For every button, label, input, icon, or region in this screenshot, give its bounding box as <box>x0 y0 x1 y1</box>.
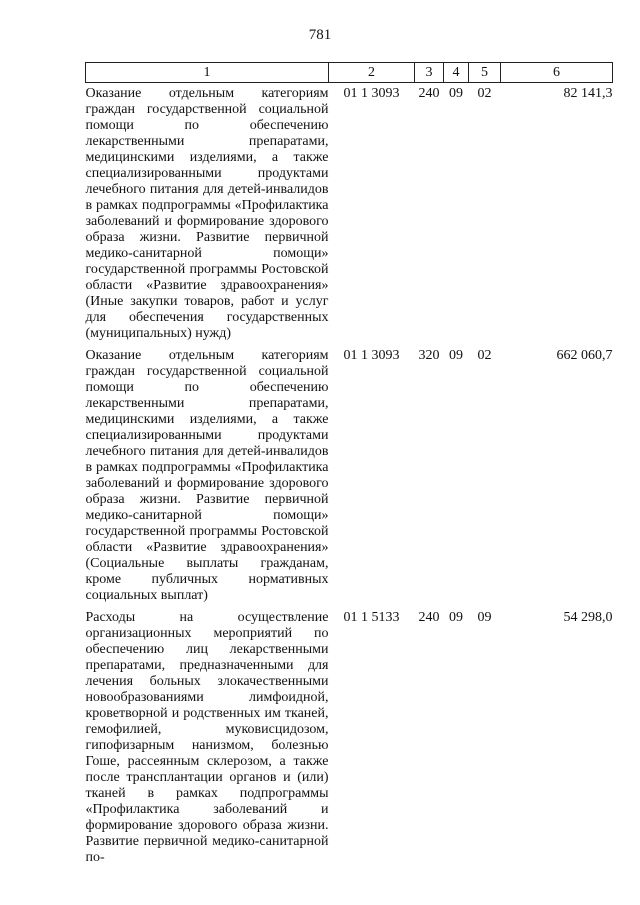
row-subsection: 02 <box>477 86 492 101</box>
row-description: Расходы на осуществление организационных мероприятий по обеспечению лиц лекарственными препаратами, предназначенными для лечения больных злокачественными новообразованиями лимфоидной, кроветворной и родственных им тканей, гемофилией, муковисцидозом, гипофизарным нанизмом, болезнью Гоше, рассеянным склерозом, а также после трансплантации органов и (или) тканей в рамках подпрограммы «Профилактика заболеваний и формирование здорового образа жизни. Развитие первичной медико-санитарной по- <box>85 610 329 865</box>
row-description: Оказание отдельным категориям граждан государственной социальной помощи по обеспечению лекарственными препаратами, медицинскими изделиями, а также специализированными продуктами лечебного питания для детей-инвалидов в рамках подпрограммы «Профилактика заболеваний и формирование здорового образа жизни. Развитие первичной медико-санитарной помощи» государственной программы Ростовской области «Развитие здравоохранения» (Социальные выплаты гражданам, кроме публичных нормативных социальных выплат) <box>85 348 329 603</box>
header-col-2: 2 <box>329 63 415 83</box>
table-header-row <box>86 63 613 83</box>
row-subsection: 09 <box>477 610 492 625</box>
header-col-3: 3 <box>415 63 444 83</box>
row-program-code: 01 1 3093 <box>343 348 400 363</box>
row-amount: 662 060,7 <box>556 348 613 363</box>
budget-table <box>85 62 613 869</box>
table-row <box>86 83 613 346</box>
header-col-1: 1 <box>86 63 329 83</box>
row-description: Оказание отдельным категориям граждан государственной социальной помощи по обеспечению лекарственными препаратами, медицинскими изделиями, а также специализированными продуктами лечебного питания для детей-инвалидов в рамках подпрограммы «Профилактика заболеваний и формирование здорового образа жизни. Развитие первичной медико-санитарной помощи» государственной программы Ростовской области «Развитие здравоохранения» (Иные закупки товаров, работ и услуг для обеспечения государственных (муниципальных) нужд) <box>85 86 329 341</box>
row-expense-type: 240 <box>418 610 440 625</box>
row-expense-type: 240 <box>418 86 440 101</box>
row-section: 09 <box>449 610 463 625</box>
header-col-4: 4 <box>444 63 469 83</box>
row-section: 09 <box>449 86 463 101</box>
row-program-code: 01 1 3093 <box>343 86 400 101</box>
header-col-6: 6 <box>501 63 613 83</box>
row-expense-type: 320 <box>418 348 440 363</box>
row-amount: 54 298,0 <box>563 610 613 625</box>
row-subsection: 02 <box>477 348 492 363</box>
row-program-code: 01 1 5133 <box>343 610 400 625</box>
row-amount: 82 141,3 <box>563 86 613 101</box>
header-col-5: 5 <box>469 63 501 83</box>
page-number: 781 <box>308 27 332 43</box>
table-row <box>86 345 613 607</box>
row-section: 09 <box>449 348 463 363</box>
table-row <box>86 607 613 869</box>
